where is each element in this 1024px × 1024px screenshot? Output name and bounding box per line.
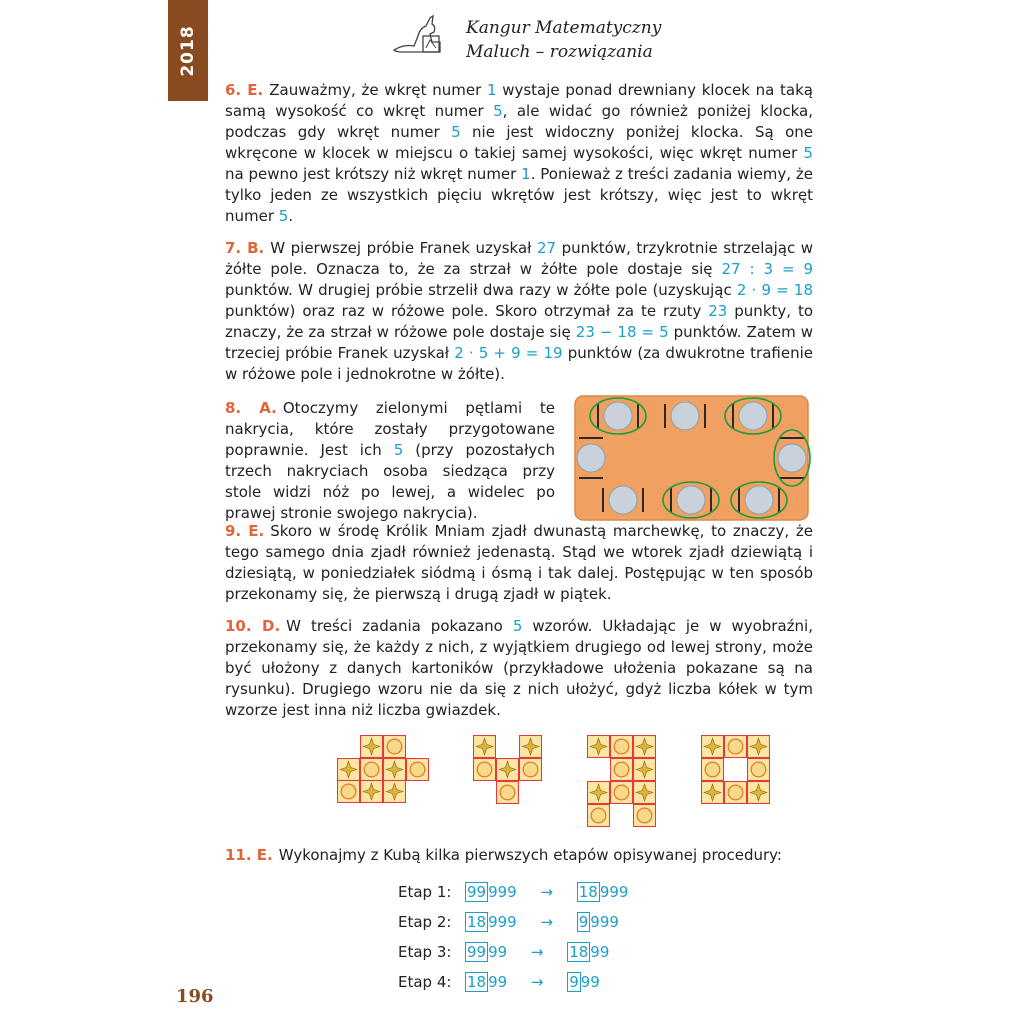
text: Wykonajmy z Kubą kilka pierwszych etapów opisywanej procedury:	[278, 846, 782, 864]
solution-number: 11. E.	[225, 846, 273, 864]
value: 27	[536, 239, 557, 257]
text: punktów) oraz raz w różowe pole. Skoro otrzymał za te rzuty	[225, 302, 709, 320]
boxed-digits: 9	[569, 973, 579, 991]
boxed-digits: 99	[467, 943, 487, 961]
stage-label: Etap 1:	[398, 882, 452, 901]
solution-number: 9. E.	[225, 522, 265, 540]
solution-number: 6. E.	[225, 81, 264, 99]
header-title-line1: Kangur Matematyczny	[466, 18, 662, 38]
text: Skoro w środę Królik Mniam zjadł dwunastą marchewkę, to znaczy, że tego samego dnia zjadł również jedenastą. Stąd we wtorek zjadł dziewiątą i dziesiątą, w poniedziałek siódmą i ósmą i tak dalej. Postępując w ten sposób przekonamy się, że pierwszą i drugą zjadł w piątek.	[225, 522, 813, 603]
arrow-icon: →	[530, 942, 544, 961]
text: wystaje ponad drewniany klocek na taką samą wysokość co wkręt numer	[225, 81, 813, 120]
value: 2 · 9 = 18	[736, 281, 813, 299]
digits: 99	[580, 972, 600, 991]
digits: 999	[590, 912, 619, 931]
year-tab	[168, 0, 208, 101]
value: 2 · 5 + 9 = 19	[454, 344, 563, 362]
running-header	[466, 16, 661, 64]
tile-pattern-1	[337, 735, 429, 803]
digits: 999	[488, 882, 517, 901]
stage-row	[398, 967, 813, 997]
procedure-stages	[398, 877, 813, 997]
text: . Ponieważ z treści zadania wiemy, że tylko jeden ze wszystkich pięciu wkrętów jest krótszy, więc jest to wkręt numer	[225, 165, 813, 225]
text: punktów, trzykrotnie strzelając w żółte pole. Oznacza to, że za strzał w żółte pole dostaje się	[225, 239, 813, 278]
solutions-content	[225, 80, 813, 997]
text: nie jest widoczny poniżej klocka. Są one wkręcone w klocek w miejscu o takiej samej wysokości, więc wkręt numer	[225, 123, 813, 162]
value: 1	[486, 81, 497, 99]
value: 5	[512, 617, 523, 635]
stage-label: Etap 2:	[398, 912, 452, 931]
text: W treści zadania pokazano	[286, 617, 513, 635]
stage-row	[398, 907, 813, 937]
text: W pierwszej próbie Franek uzyskał	[270, 239, 537, 257]
solution-number: 10. D.	[225, 617, 281, 635]
digits: 999	[599, 882, 629, 901]
solution-10	[225, 616, 813, 721]
arrow-icon: →	[540, 912, 554, 931]
digits: 99	[590, 942, 610, 961]
value: 27 : 3 = 9	[721, 260, 813, 278]
text: punkty, to znaczy, że za strzał w różowe pole dostaje się	[225, 302, 814, 341]
solution-6	[225, 80, 813, 227]
table-setting-figure	[573, 394, 813, 524]
tile-pattern-2	[473, 735, 543, 805]
boxed-digits: 18	[467, 973, 487, 991]
value: 1	[521, 165, 531, 183]
tile-patterns-figure	[295, 735, 813, 827]
solution-11	[225, 845, 813, 866]
page-number: 196	[176, 986, 214, 1007]
value: 5	[803, 144, 813, 162]
text: Otoczymy zielonymi pętlami te nakrycia, które zostały przygotowane poprawnie. Jest ich	[225, 399, 555, 459]
solution-8	[225, 394, 813, 522]
stage-row	[398, 937, 813, 967]
text: na pewno jest krótszy niż wkręt numer	[225, 165, 522, 183]
text: wzorów. Układając je w wyobraźni, przekonamy się, że każdy z nich, z wyjątkiem drugiego od lewej strony, może być ułożony z danych kartoników (przykładowe ułożenia pokazane są na rysunku). Drugiego wzoru nie da się z nich ułożyć, gdyż liczba kółek w tym wzorze jest inna niż liczba gwiazdek.	[225, 617, 813, 719]
arrow-icon: →	[530, 972, 544, 991]
tile-pattern-3	[587, 735, 657, 827]
digits: 99	[488, 942, 508, 961]
text: punktów (za dwukrotne trafienie w różowe pole i jednokrotne w żółte).	[225, 344, 813, 383]
value: 5	[493, 102, 503, 120]
value: 23	[708, 302, 728, 320]
solution-number: 8. A.	[225, 399, 277, 417]
text: (przy pozostałych trzech nakryciach osoba siedząca przy stole widzi nóż po lewej, a widelec po prawej stronie swojego nakrycia).	[225, 441, 556, 522]
value: 5	[451, 123, 461, 141]
text: punktów. Zatem w trzeciej próbie Franek uzyskał	[225, 323, 814, 362]
tile-pattern-4	[701, 735, 771, 805]
solution-9	[225, 521, 813, 605]
text: , ale widać go również poniżej klocka, podczas gdy wkręt numer	[225, 102, 814, 141]
boxed-digits: 18	[467, 913, 487, 931]
boxed-digits: 99	[467, 883, 487, 901]
stage-label: Etap 3:	[398, 942, 452, 961]
value: 23 − 18 = 5	[575, 323, 669, 341]
year-label: 2018	[178, 24, 198, 77]
solution-8-text	[225, 398, 555, 524]
text: .	[288, 207, 294, 225]
digits: 999	[488, 912, 517, 931]
stage-label: Etap 4:	[398, 972, 452, 991]
text: punktów. W drugiej próbie strzelił dwa razy w żółte pole (uzyskując	[225, 281, 737, 299]
stage-row	[398, 877, 813, 907]
boxed-digits: 18	[578, 883, 598, 901]
text: Zauważmy, że wkręt numer	[269, 81, 487, 99]
value: 5	[393, 441, 404, 459]
header-title-line2: Maluch – rozwiązania	[466, 42, 653, 62]
kangaroo-logo	[390, 12, 448, 58]
value: 5	[278, 207, 289, 225]
boxed-digits: 9	[578, 913, 589, 931]
arrow-icon: →	[540, 882, 554, 901]
digits: 99	[488, 972, 508, 991]
solution-number: 7. B.	[225, 239, 265, 257]
boxed-digits: 18	[569, 943, 589, 961]
solution-7	[225, 238, 813, 385]
